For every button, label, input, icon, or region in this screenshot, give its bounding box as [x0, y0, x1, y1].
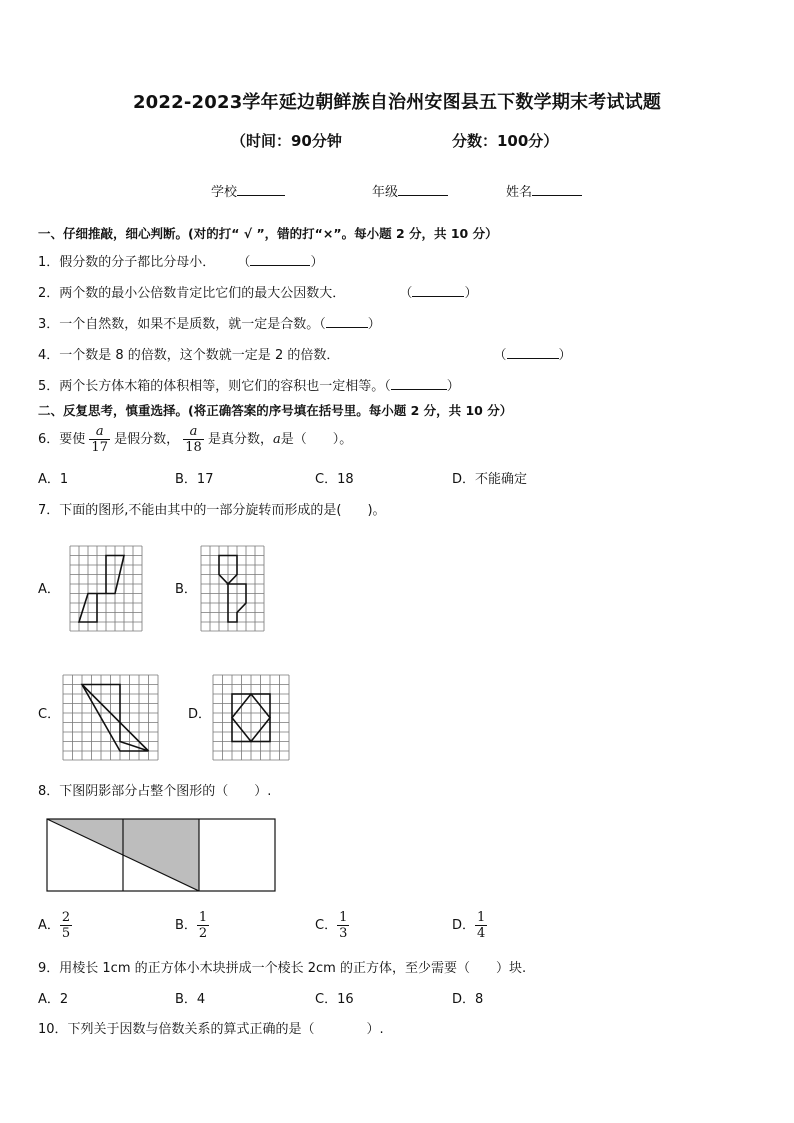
q6-option-a[interactable]: A．1	[38, 472, 69, 487]
question-2	[38, 282, 477, 301]
fraction-a-over-17: $\frac{a}{17}$	[91, 424, 108, 455]
q7-option-d[interactable]: D．	[188, 707, 212, 722]
answer-paren-4[interactable]: （ ）	[493, 348, 571, 363]
q8-option-a[interactable]: A． $\frac{2}{5}$	[38, 910, 71, 941]
q8-option-d[interactable]: D． $\frac{1}{4}$	[452, 910, 486, 941]
q8-option-b[interactable]: B． $\frac{1}{2}$	[175, 910, 208, 941]
q6-mid2: 是真分数，	[207, 432, 273, 447]
q6-mid: 是假分数，	[114, 432, 180, 447]
q6-option-d[interactable]: D．不能确定	[452, 472, 528, 487]
question-1-text: 1．假分数的分子都比分母小．	[38, 255, 216, 270]
question-7: 7．下面的图形,不能由其中的一部分旋转而形成的是( )。	[38, 503, 386, 518]
q7-option-a[interactable]: A．	[38, 582, 60, 597]
answer-paren-1[interactable]: （ ）	[237, 255, 323, 270]
question-4	[38, 344, 572, 363]
answer-paren-5[interactable]: （ ）	[384, 379, 460, 394]
q6-option-c[interactable]: C．18	[315, 472, 354, 487]
school-label: 学校	[211, 185, 238, 200]
q7-option-c[interactable]: C．	[38, 707, 61, 722]
q9-option-a[interactable]: A．2	[38, 992, 69, 1007]
section2-heading: 二、反复思考，慎重选择。(将正确答案的序号填在括号里。每小题 2 分，共 10 分）	[38, 403, 513, 418]
exam-time: （时间：90分钟	[231, 132, 342, 150]
question-4-text: 4．一个数是 8 的倍数，这个数就一定是 2 的倍数．	[38, 348, 340, 363]
q9-option-c[interactable]: C．16	[315, 992, 354, 1007]
answer-paren-2[interactable]: （ ）	[399, 286, 477, 301]
q7-figure-b	[198, 543, 274, 633]
name-label: 姓名	[506, 185, 533, 200]
answer-paren-3[interactable]: （ ）	[319, 317, 381, 332]
question-10: 10．下列关于因数与倍数关系的算式正确的是（ ）.	[38, 1022, 384, 1037]
name-blank[interactable]	[532, 182, 582, 196]
school-blank[interactable]	[237, 182, 285, 196]
question-2-text: 2．两个数的最小公倍数肯定比它们的最大公因数大．	[38, 286, 346, 301]
question-3	[38, 313, 381, 332]
q6-suffix: 是（ ）。	[280, 432, 353, 447]
q6-var: a	[272, 432, 281, 447]
grade-blank[interactable]	[398, 182, 448, 196]
question-3-text: 3．一个自然数，如果不是质数，就一定是合数。	[38, 317, 320, 332]
q8-figure	[44, 816, 278, 894]
q7-option-b[interactable]: B．	[175, 582, 197, 597]
q9-option-d[interactable]: D．8	[452, 992, 484, 1007]
question-8: 8．下图阴影部分占整个图形的（ ）.	[38, 784, 272, 799]
q7-figure-d	[210, 672, 292, 762]
school-field[interactable]	[211, 181, 285, 200]
grade-label: 年级	[372, 185, 399, 200]
q9-option-b[interactable]: B．4	[175, 992, 206, 1007]
grade-field[interactable]	[372, 181, 448, 200]
question-5	[38, 375, 460, 394]
q7-figure-c	[60, 672, 164, 762]
page-title: 2022-2023学年延边朝鲜族自治州安图县五下数学期末考试试题	[132, 92, 662, 113]
question-5-text: 5．两个长方体木箱的体积相等，则它们的容积也一定相等。	[38, 379, 385, 394]
name-field[interactable]	[506, 181, 582, 200]
question-6	[38, 424, 352, 455]
q8-option-c[interactable]: C． $\frac{1}{3}$	[315, 910, 348, 941]
question-9: 9．用棱长 1cm 的正方体小木块拼成一个棱长 2cm 的正方体，至少需要（ ）块.	[38, 961, 527, 976]
fraction-a-over-18: $\frac{a}{18}$	[185, 424, 202, 455]
q6-option-b[interactable]: B．17	[175, 472, 214, 487]
question-1	[38, 251, 323, 270]
q7-figure-a	[66, 543, 150, 633]
exam-score: 分数：100分）	[452, 132, 559, 150]
section1-heading: 一、仔细推敲，细心判断。(对的打“ √ ”，错的打“×”。每小题 2 分，共 10 分）	[38, 226, 498, 241]
q6-prefix: 6．要使	[38, 432, 86, 447]
